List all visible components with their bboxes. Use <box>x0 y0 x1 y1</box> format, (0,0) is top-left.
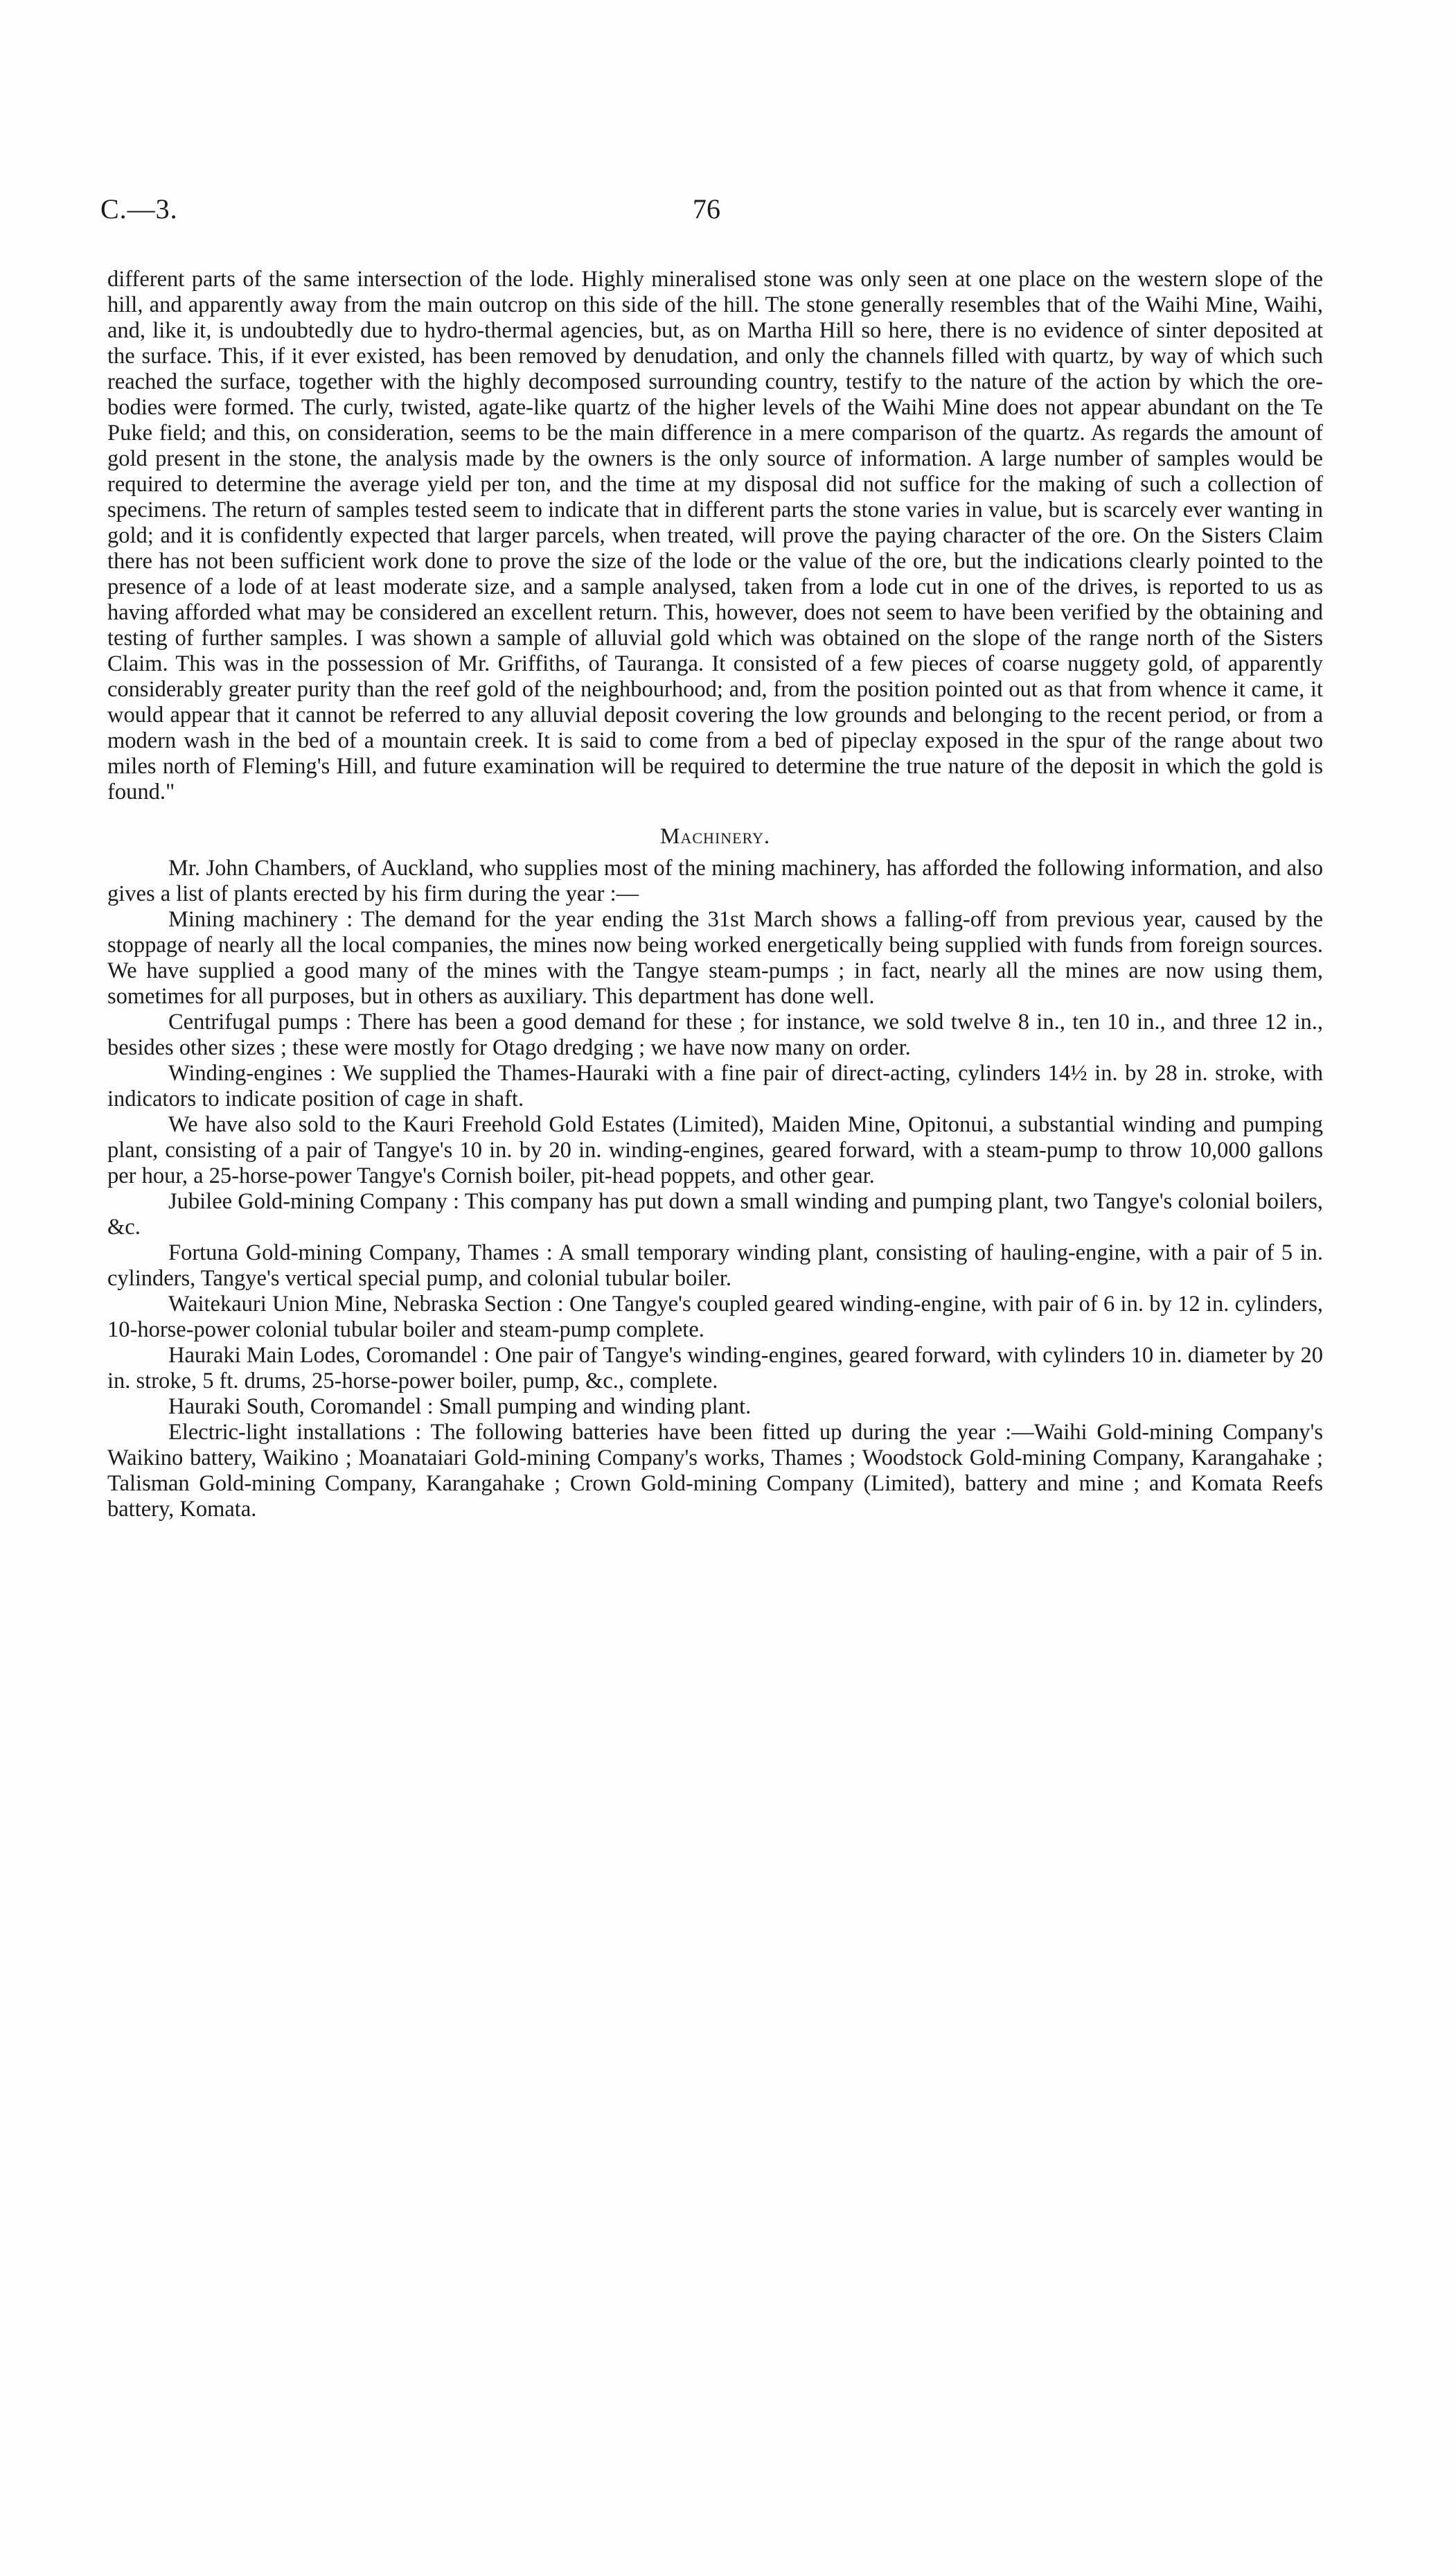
paragraph-fortuna: Fortuna Gold-mining Company, Thames : A small temporary winding plant, consisting of hauling-engine, with a pair of 5 in. cylinders, Tangye's vertical special pump, and colonial tubular boiler. <box>107 1240 1323 1291</box>
quoted-report-paragraph: different parts of the same intersection of the lode. Highly mineralised stone was only seen at one place on the western slope of the hill, and apparently away from the main outcrop on this side of the hill. The stone generally resembles that of the Waihi Mine, Waihi, and, like it, is undoubtedly due to hydro-thermal agencies, but, as on Martha Hill so here, there is no evidence of sinter deposited at the surface. This, if it ever existed, has been removed by denudation, and only the channels filled with quartz, by way of which such reached the surface, together with the highly decomposed surrounding country, testify to the nature of the action by which the ore-bodies were formed. The curly, twisted, agate-like quartz of the higher levels of the Waihi Mine does not appear abundant on the Te Puke field; and this, on consideration, seems to be the main difference in a mere comparison of the quartz. As regards the amount of gold present in the stone, the analysis made by the owners is the only source of information. A large number of samples would be required to determine the average yield per ton, and the time at my disposal did not suffice for the making of such a collection of specimens. The return of samples tested seem to indicate that in different parts the stone varies in value, but is scarcely ever wanting in gold; and it is confidently expected that larger parcels, when treated, will prove the paying character of the ore. On the Sisters Claim there has not been sufficient work done to prove the size of the lode or the value of the ore, but the indications clearly pointed to the presence of a lode of at least moderate size, and a sample analysed, taken from a lode cut in one of the drives, is reported to us as having afforded what may be considered an excellent return. This, however, does not seem to have been verified by the obtaining and testing of further samples. I was shown a sample of alluvial gold which was obtained on the slope of the range north of the Sisters Claim. This was in the possession of Mr. Griffiths, of Tauranga. It consisted of a few pieces of coarse nuggety gold, of apparently considerably greater purity than the reef gold of the neighbourhood; and, from the position pointed out as that from whence it came, it would appear that it cannot be referred to any alluvial deposit covering the low grounds and belonging to the recent period, or from a modern wash in the bed of a mountain creek. It is said to come from a bed of pipeclay exposed in the spur of the range about two miles north of Fleming's Hill, and future examination will be required to determine the true nature of the deposit in which the gold is found." <box>107 267 1323 804</box>
paragraph-hauraki-south: Hauraki South, Coromandel : Small pumping and winding plant. <box>168 1394 752 1419</box>
document-reference: C.—3. <box>100 193 178 225</box>
paragraph-mining-machinery: Mining machinery : The demand for the year ending the 31st March shows a falling-off from previous year, caused by the stoppage of nearly all the local companies, the mines now being worked energetically being supplied with funds from foreign sources. We have supplied a good many of the mines with the Tangye steam-pumps ; in fact, nearly all the mines are now using them, sometimes for all purposes, but in others as auxiliary. This department has done well. <box>107 907 1323 1009</box>
paragraph-waitekauri: Waitekauri Union Mine, Nebraska Section : One Tangye's coupled geared winding-engine, with pair of 6 in. by 12 in. cylinders, 10-horse-power colonial tubular boiler and steam-pump complete. <box>107 1292 1323 1342</box>
page-number: 76 <box>693 193 720 225</box>
paragraph-chambers-intro: Mr. John Chambers, of Auckland, who supplies most of the mining machinery, has afforded the following information, and also gives a list of plants erected by his firm during the year :— <box>107 856 1323 906</box>
body-text <box>107 267 1323 1522</box>
paragraph-winding-engines: Winding-engines : We supplied the Thames-Hauraki with a fine pair of direct-acting, cylinders 14½ in. by 28 in. stroke, with indicators to indicate position of cage in shaft. <box>107 1061 1323 1111</box>
paragraph-hauraki-main: Hauraki Main Lodes, Coromandel : One pair of Tangye's winding-engines, geared forward, with cylinders 10 in. diameter by 20 in. stroke, 5 ft. drums, 25-horse-power boiler, pump, &c., complete. <box>107 1343 1323 1393</box>
paragraph-electric-light: Electric-light installations : The following batteries have been fitted up during the year :—Waihi Gold-mining Company's Waikino battery, Waikino ; Moanataiari Gold-mining Company's works, Thames ; Woodstock Gold-mining Company, Karangahake ; Talisman Gold-mining Company, Karangahake ; Crown Gold-mining Company (Limited), battery and mine ; and Komata Reefs battery, Komata. <box>107 1420 1323 1522</box>
paragraph-jubilee: Jubilee Gold-mining Company : This company has put down a small winding and pumping plant, two Tangye's colonial boilers, &c. <box>107 1189 1323 1240</box>
paragraph-kauri-freehold: We have also sold to the Kauri Freehold Gold Estates (Limited), Maiden Mine, Opitonui, a substantial winding and pumping plant, consisting of a pair of Tangye's 10 in. by 20 in. winding-engines, geared forward, with a steam-pump to throw 10,000 gallons per hour, a 25-horse-power Tangye's Cornish boiler, pit-head poppets, and other gear. <box>107 1112 1323 1188</box>
page-header <box>100 193 1333 234</box>
section-heading-machinery: Machinery. <box>660 823 770 848</box>
paragraph-centrifugal-pumps: Centrifugal pumps : There has been a good demand for these ; for instance, we sold twelve 8 in., ten 10 in., and three 12 in., besides other sizes ; these were mostly for Otago dredging ; we have now many on order. <box>107 1010 1323 1060</box>
